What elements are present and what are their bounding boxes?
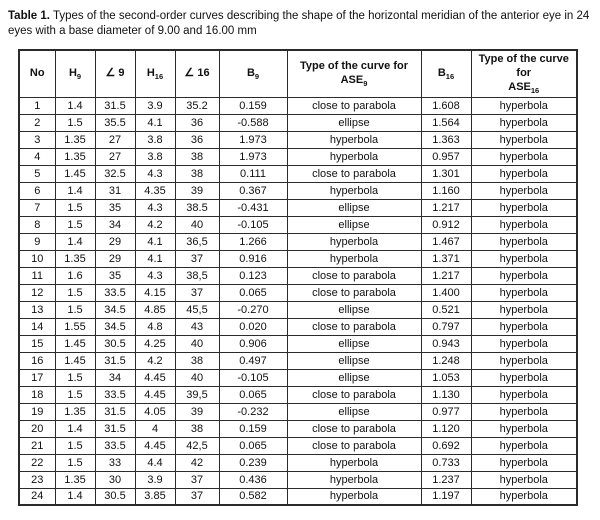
table-cell: 6 — [19, 182, 55, 199]
table-cell: 1.35 — [55, 471, 95, 488]
table-cell: close to parabola — [287, 437, 421, 454]
col-label: B — [437, 67, 446, 80]
table-cell: 38 — [175, 165, 219, 182]
table-cell: 16 — [19, 352, 55, 369]
table-body — [19, 97, 577, 505]
table-cell: ellipse — [287, 335, 421, 352]
col-label: ASE — [508, 80, 531, 93]
table-cell: hyperbola — [287, 131, 421, 148]
col-label: Type of the curve for — [478, 53, 569, 80]
col-subscript: 9 — [76, 72, 82, 82]
table-row — [19, 488, 577, 505]
table-cell: 36 — [175, 131, 219, 148]
table-cell: 0.797 — [421, 318, 471, 335]
table-cell: 3.8 — [135, 131, 175, 148]
table-cell: 30 — [95, 471, 135, 488]
table-cell: 1.217 — [421, 199, 471, 216]
table-cell: 0.239 — [219, 454, 287, 471]
table-cell: 15 — [19, 335, 55, 352]
page — [0, 9, 600, 520]
table-cell: 1.45 — [55, 335, 95, 352]
table-cell: hyperbola — [471, 216, 577, 233]
table-cell: 32.5 — [95, 165, 135, 182]
table-cell: 33.5 — [95, 437, 135, 454]
table-cell: 42 — [175, 454, 219, 471]
table-cell: 31.5 — [95, 420, 135, 437]
table-cell: hyperbola — [471, 318, 577, 335]
table-row — [19, 182, 577, 199]
table-cell: 1.4 — [55, 420, 95, 437]
table-cell: 4.1 — [135, 233, 175, 250]
table-cell: 19 — [19, 403, 55, 420]
table-cell: 1.5 — [55, 437, 95, 454]
table-cell: 0.943 — [421, 335, 471, 352]
table-cell: -0.232 — [219, 403, 287, 420]
table-cell: 37 — [175, 284, 219, 301]
col-label: H — [68, 67, 77, 80]
table-cell: 1.237 — [421, 471, 471, 488]
table-cell: hyperbola — [471, 114, 577, 131]
table-cell: 3.85 — [135, 488, 175, 505]
table-cell: hyperbola — [471, 165, 577, 182]
col-subscript: 16 — [154, 72, 164, 82]
table-cell: 3.8 — [135, 148, 175, 165]
table-cell: 1.130 — [421, 386, 471, 403]
table-cell: hyperbola — [287, 250, 421, 267]
table-cell: 38 — [175, 352, 219, 369]
table-cell: 1.6 — [55, 267, 95, 284]
table-cell: 4.25 — [135, 335, 175, 352]
table-caption-text: Types of the second-order curves describing the shape of the horizontal meridian of the anterior eye in 24 eyes with a base diameter of 9.00 and 16.00 mm — [8, 10, 590, 38]
table-cell: 3.9 — [135, 97, 175, 114]
table-cell: 0.367 — [219, 182, 287, 199]
table-cell: 18 — [19, 386, 55, 403]
table-cell: 13 — [19, 301, 55, 318]
table-cell: 4.8 — [135, 318, 175, 335]
col-subscript: 16 — [445, 72, 455, 82]
table-cell: hyperbola — [471, 250, 577, 267]
table-cell: -0.431 — [219, 199, 287, 216]
table-cell: 0.123 — [219, 267, 287, 284]
col-header-angle16 — [175, 50, 219, 97]
table-row — [19, 284, 577, 301]
col-label: Type of the curve for — [300, 60, 408, 73]
table-cell: 34.5 — [95, 318, 135, 335]
table-cell: 0.159 — [219, 97, 287, 114]
col-label: H — [146, 67, 155, 80]
table-cell: 35.5 — [95, 114, 135, 131]
table-cell: hyperbola — [471, 369, 577, 386]
table-cell: 4.2 — [135, 216, 175, 233]
table-cell: ellipse — [287, 199, 421, 216]
table-header — [19, 50, 577, 97]
table-cell: hyperbola — [287, 471, 421, 488]
table-cell: hyperbola — [471, 403, 577, 420]
table-cell: 21 — [19, 437, 55, 454]
table-cell: 37 — [175, 250, 219, 267]
table-cell: 1.4 — [55, 488, 95, 505]
table-cell: 10 — [19, 250, 55, 267]
table-row — [19, 352, 577, 369]
table-cell: 34 — [95, 369, 135, 386]
col-header-b9 — [219, 50, 287, 97]
table-cell: hyperbola — [471, 488, 577, 505]
table-cell: -0.270 — [219, 301, 287, 318]
table-cell: ellipse — [287, 352, 421, 369]
table-row — [19, 267, 577, 284]
header-row — [19, 50, 577, 97]
table-cell: 33.5 — [95, 386, 135, 403]
table-cell: 1.5 — [55, 301, 95, 318]
table-cell: 4.35 — [135, 182, 175, 199]
table-cell: 1.4 — [55, 233, 95, 250]
table-row — [19, 301, 577, 318]
table-cell: 4.05 — [135, 403, 175, 420]
table-row — [19, 437, 577, 454]
table-cell: 37 — [175, 471, 219, 488]
table-cell: 20 — [19, 420, 55, 437]
table-cell: close to parabola — [287, 267, 421, 284]
table-cell: 29 — [95, 250, 135, 267]
table-cell: 1.4 — [55, 182, 95, 199]
table-cell: 1.197 — [421, 488, 471, 505]
table-cell: hyperbola — [287, 148, 421, 165]
table-cell: 29 — [95, 233, 135, 250]
col-header-angle9 — [95, 50, 135, 97]
col-label: ∠ 9 — [105, 67, 125, 80]
table-cell: 1.35 — [55, 403, 95, 420]
table-row — [19, 318, 577, 335]
table-cell: 1.5 — [55, 454, 95, 471]
table-cell: hyperbola — [471, 233, 577, 250]
table-cell: 1.467 — [421, 233, 471, 250]
table-cell: 31.5 — [95, 352, 135, 369]
data-table — [18, 49, 578, 506]
col-label: No — [29, 67, 45, 80]
table-cell: 27 — [95, 148, 135, 165]
col-header-type-ase16 — [471, 50, 577, 97]
table-cell: 1.973 — [219, 131, 287, 148]
table-cell: close to parabola — [287, 420, 421, 437]
table-row — [19, 471, 577, 488]
table-cell: hyperbola — [471, 267, 577, 284]
table-cell: 4.2 — [135, 352, 175, 369]
table-cell: hyperbola — [471, 420, 577, 437]
table-cell: 1.608 — [421, 97, 471, 114]
table-cell: hyperbola — [471, 437, 577, 454]
table-cell: 1.371 — [421, 250, 471, 267]
table-cell: hyperbola — [471, 454, 577, 471]
table-cell: hyperbola — [471, 97, 577, 114]
col-label: ∠ 16 — [184, 67, 210, 80]
table-cell: 0.065 — [219, 437, 287, 454]
table-cell: 4.4 — [135, 454, 175, 471]
table-row — [19, 403, 577, 420]
col-subscript: 9 — [363, 79, 368, 89]
table-cell: ellipse — [287, 216, 421, 233]
table-cell: close to parabola — [287, 284, 421, 301]
table-cell: 0.497 — [219, 352, 287, 369]
table-cell: 4.45 — [135, 369, 175, 386]
table-cell: 1.564 — [421, 114, 471, 131]
table-cell: 1.45 — [55, 352, 95, 369]
table-cell: 36,5 — [175, 233, 219, 250]
table-row — [19, 199, 577, 216]
table-cell: 1.5 — [55, 114, 95, 131]
table-cell: 0.065 — [219, 284, 287, 301]
table-cell: 1.5 — [55, 216, 95, 233]
col-header-h16 — [135, 50, 175, 97]
table-cell: 38.5 — [175, 199, 219, 216]
table-cell: 0.065 — [219, 386, 287, 403]
table-row — [19, 114, 577, 131]
table-cell: hyperbola — [287, 182, 421, 199]
table-row — [19, 233, 577, 250]
table-cell: hyperbola — [471, 386, 577, 403]
table-cell: 30.5 — [95, 335, 135, 352]
table-cell: 1.160 — [421, 182, 471, 199]
table-cell: 1.4 — [55, 97, 95, 114]
table-cell: 40 — [175, 216, 219, 233]
table-cell: 4.3 — [135, 267, 175, 284]
table-cell: 8 — [19, 216, 55, 233]
table-cell: 3.9 — [135, 471, 175, 488]
table-cell: 4.85 — [135, 301, 175, 318]
col-header-type-ase9 — [287, 50, 421, 97]
table-cell: 36 — [175, 114, 219, 131]
table-cell: close to parabola — [287, 165, 421, 182]
table-cell: 38 — [175, 148, 219, 165]
table-cell: 38,5 — [175, 267, 219, 284]
table-cell: hyperbola — [287, 233, 421, 250]
table-cell: hyperbola — [471, 335, 577, 352]
table-cell: -0.588 — [219, 114, 287, 131]
table-cell: 1.55 — [55, 318, 95, 335]
table-cell: -0.105 — [219, 369, 287, 386]
table-cell: 4 — [135, 420, 175, 437]
table-cell: 4.45 — [135, 386, 175, 403]
table-cell: 42,5 — [175, 437, 219, 454]
table-cell: 22 — [19, 454, 55, 471]
table-cell: 4 — [19, 148, 55, 165]
table-row — [19, 420, 577, 437]
table-cell: 1.45 — [55, 165, 95, 182]
table-cell: ellipse — [287, 369, 421, 386]
table-cell: hyperbola — [287, 454, 421, 471]
table-row — [19, 216, 577, 233]
table-cell: 4.45 — [135, 437, 175, 454]
table-cell: 1 — [19, 97, 55, 114]
col-label: B — [246, 67, 255, 80]
table-cell: 4.1 — [135, 114, 175, 131]
table-cell: 0.111 — [219, 165, 287, 182]
table-cell: 38 — [175, 420, 219, 437]
table-cell: 0.159 — [219, 420, 287, 437]
col-subscript: 9 — [254, 72, 260, 82]
table-cell: 17 — [19, 369, 55, 386]
table-row — [19, 97, 577, 114]
table-cell: 1.120 — [421, 420, 471, 437]
table-cell: ellipse — [287, 403, 421, 420]
table-cell: 1.5 — [55, 284, 95, 301]
table-cell: 1.5 — [55, 369, 95, 386]
table-cell: 1.301 — [421, 165, 471, 182]
table-cell: 0.957 — [421, 148, 471, 165]
table-cell: 1.35 — [55, 131, 95, 148]
table-cell: 35 — [95, 267, 135, 284]
table-cell: 11 — [19, 267, 55, 284]
table-row — [19, 369, 577, 386]
table-cell: 14 — [19, 318, 55, 335]
table-cell: 1.363 — [421, 131, 471, 148]
table-cell: 7 — [19, 199, 55, 216]
table-cell: 39 — [175, 182, 219, 199]
table-cell: hyperbola — [471, 131, 577, 148]
table-row — [19, 454, 577, 471]
table-cell: 31 — [95, 182, 135, 199]
table-row — [19, 148, 577, 165]
table-cell: 35 — [95, 199, 135, 216]
table-cell: 1.5 — [55, 199, 95, 216]
table-cell: 1.266 — [219, 233, 287, 250]
table-cell: 0.436 — [219, 471, 287, 488]
table-cell: hyperbola — [471, 199, 577, 216]
table-cell: 1.35 — [55, 148, 95, 165]
table-cell: 0.521 — [421, 301, 471, 318]
table-cell: 34.5 — [95, 301, 135, 318]
table-cell: ellipse — [287, 301, 421, 318]
table-row — [19, 131, 577, 148]
table-row — [19, 165, 577, 182]
col-subscript: 16 — [530, 86, 540, 96]
table-caption-label: Table 1. — [8, 10, 50, 22]
table-cell: 0.977 — [421, 403, 471, 420]
table-cell: 1.248 — [421, 352, 471, 369]
table-cell: 0.733 — [421, 454, 471, 471]
table-cell: 9 — [19, 233, 55, 250]
table-row — [19, 335, 577, 352]
table-cell: 33.5 — [95, 284, 135, 301]
table-cell: close to parabola — [287, 97, 421, 114]
table-caption — [8, 9, 592, 39]
table-row — [19, 250, 577, 267]
table-cell: hyperbola — [471, 148, 577, 165]
table-cell: hyperbola — [471, 182, 577, 199]
table-cell: 31.5 — [95, 97, 135, 114]
table-cell: 40 — [175, 369, 219, 386]
table-cell: 0.906 — [219, 335, 287, 352]
table-cell: hyperbola — [287, 488, 421, 505]
table-cell: 40 — [175, 335, 219, 352]
col-header-h9 — [55, 50, 95, 97]
table-cell: close to parabola — [287, 318, 421, 335]
table-cell: ellipse — [287, 114, 421, 131]
table-cell: 37 — [175, 488, 219, 505]
table-cell: -0.105 — [219, 216, 287, 233]
table-cell: 45,5 — [175, 301, 219, 318]
table-cell: 3 — [19, 131, 55, 148]
table-cell: 34 — [95, 216, 135, 233]
table-cell: hyperbola — [471, 352, 577, 369]
col-label: ASE — [340, 73, 364, 86]
table-cell: 4.3 — [135, 165, 175, 182]
col-header-no — [19, 50, 55, 97]
table-cell: 35.2 — [175, 97, 219, 114]
table-cell: 39 — [175, 403, 219, 420]
table-cell: 1.400 — [421, 284, 471, 301]
table-cell: 24 — [19, 488, 55, 505]
table-cell: 2 — [19, 114, 55, 131]
table-cell: 4.15 — [135, 284, 175, 301]
table-cell: hyperbola — [471, 301, 577, 318]
table-cell: 1.217 — [421, 267, 471, 284]
table-cell: 27 — [95, 131, 135, 148]
table-cell: 5 — [19, 165, 55, 182]
table-cell: hyperbola — [471, 471, 577, 488]
table-cell: 1.5 — [55, 386, 95, 403]
table-cell: 1.053 — [421, 369, 471, 386]
table-cell: close to parabola — [287, 386, 421, 403]
table-cell: 4.1 — [135, 250, 175, 267]
table-cell: 23 — [19, 471, 55, 488]
table-cell: 0.692 — [421, 437, 471, 454]
table-cell: 12 — [19, 284, 55, 301]
table-cell: 0.020 — [219, 318, 287, 335]
table-cell: 30.5 — [95, 488, 135, 505]
table-cell: 33 — [95, 454, 135, 471]
table-row — [19, 386, 577, 403]
table-cell: 43 — [175, 318, 219, 335]
table-cell: 1.973 — [219, 148, 287, 165]
table-cell: 31.5 — [95, 403, 135, 420]
table-cell: 0.916 — [219, 250, 287, 267]
table-cell: 4.3 — [135, 199, 175, 216]
table-cell: 0.582 — [219, 488, 287, 505]
col-header-b16 — [421, 50, 471, 97]
table-cell: 1.35 — [55, 250, 95, 267]
table-cell: hyperbola — [471, 284, 577, 301]
table-cell: 39,5 — [175, 386, 219, 403]
table-cell: 0.912 — [421, 216, 471, 233]
